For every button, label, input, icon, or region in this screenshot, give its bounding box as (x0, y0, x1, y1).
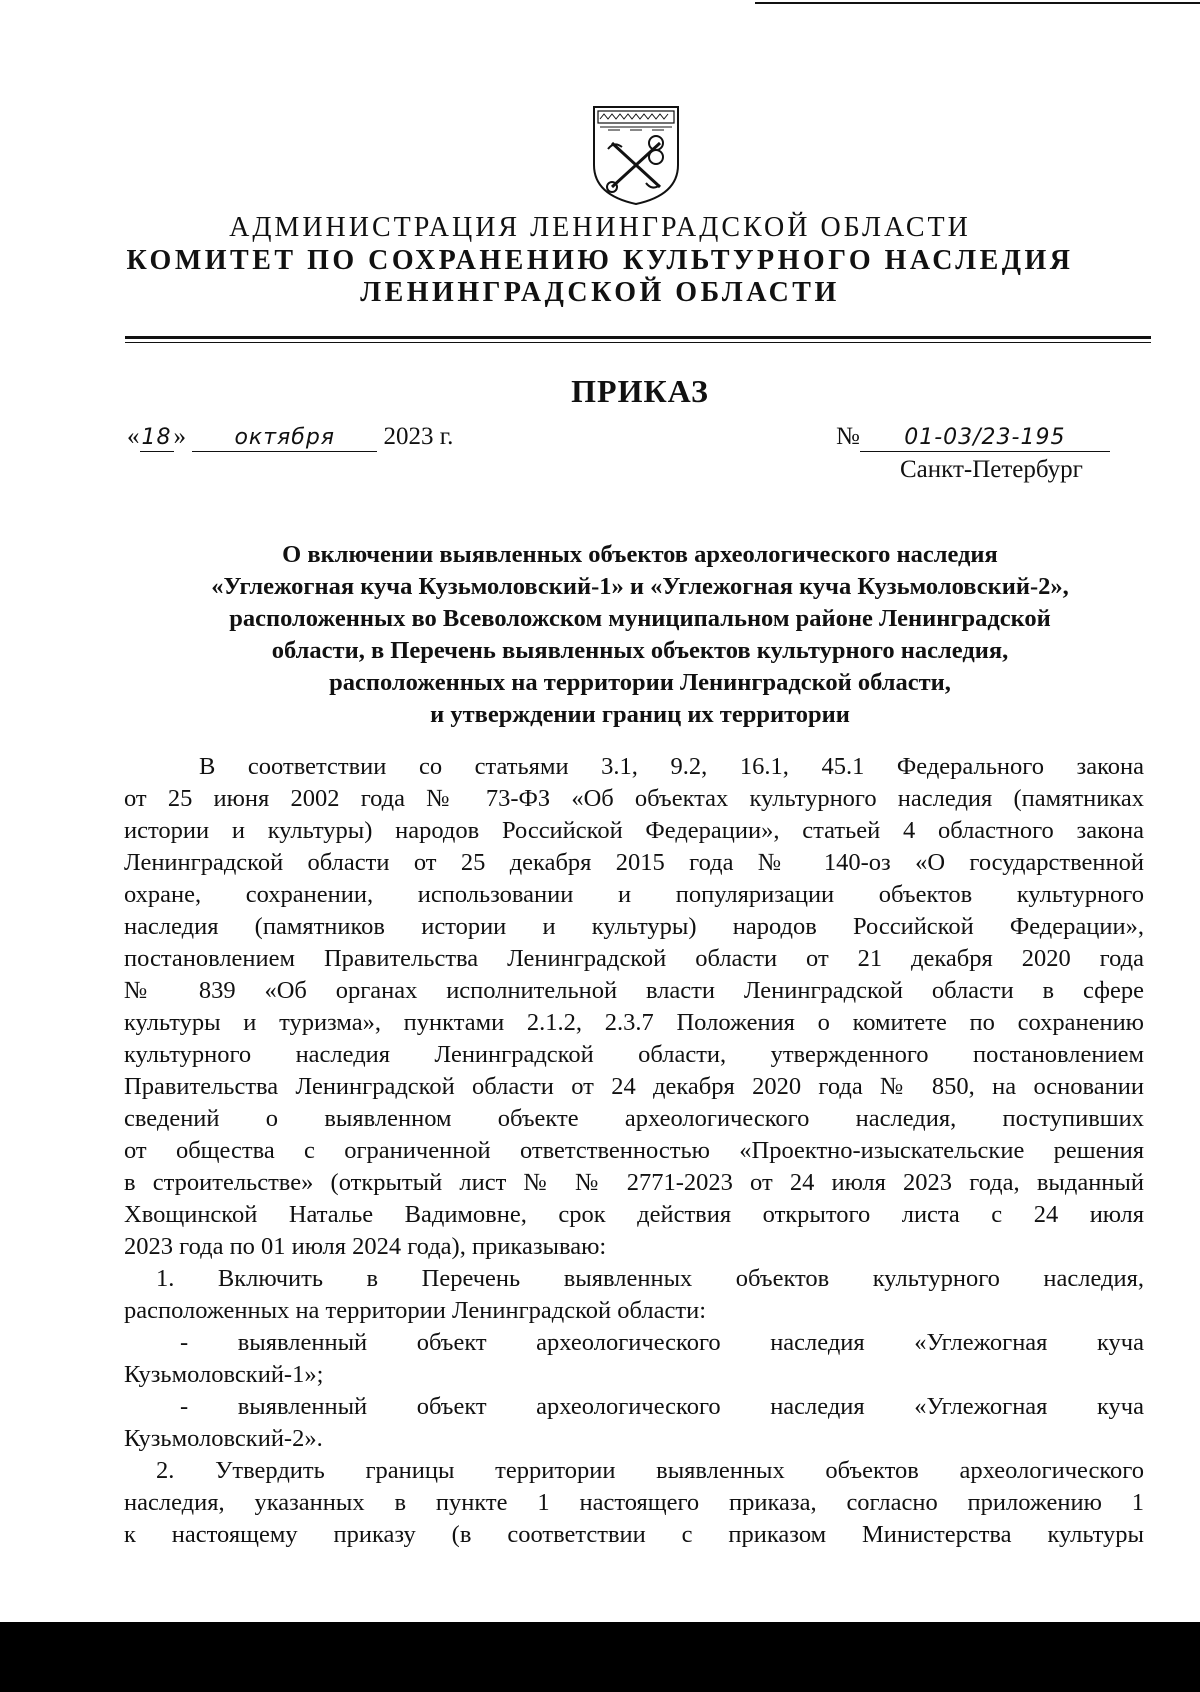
number-prefix: № (836, 423, 860, 450)
order-body (124, 751, 1144, 1551)
body-line: расположенных на территории Ленинградской области: (124, 1297, 706, 1324)
body-line: истории и культуры) народов Российской Федерации», статьей 4 областного закона (124, 817, 1144, 844)
body-line: культурного наследия Ленинградской области, утвержденного постановлением (124, 1041, 1144, 1068)
body-line: в строительстве» (открытый лист № № 2771-2023 от 24 июля 2023 года, выданный (124, 1169, 1144, 1196)
date-month: октября (192, 425, 377, 452)
body-line: культуры и туризма», пунктами 2.1.2, 2.3.7 Положения о комитете по сохранению (124, 1009, 1144, 1036)
body-line: В соответствии со статьями 3.1, 9.2, 16.1, 45.1 Федерального закона (199, 753, 1144, 780)
body-line: № 839 «Об органах исполнительной власти Ленинградской области в сфере (124, 977, 1144, 1004)
scan-bottom-border (0, 1622, 1200, 1692)
body-line: Кузьмоловский-1»; (124, 1361, 324, 1388)
subject-line: расположенных на территории Ленинградской области, (329, 669, 951, 696)
body-line: наследия (памятников истории и культуры) народов Российской Федерации», (124, 913, 1144, 940)
body-line: сведений о выявленном объекте археологического наследия, поступивших (124, 1105, 1144, 1132)
subject-line: расположенных во Всеволожском муниципальном районе Ленинградской (229, 605, 1051, 632)
coat-of-arms-emblem-icon (590, 103, 682, 207)
scan-edge-line (755, 2, 1200, 4)
date-open-quote: « (127, 423, 140, 450)
body-line: к настоящему приказу (в соответствии с приказом Министерства культуры (124, 1521, 1144, 1548)
body-line: от 25 июня 2002 года № 73-ФЗ «Об объектах культурного наследия (памятниках (124, 785, 1144, 812)
subject-line: «Углежогная куча Кузьмоловский-1» и «Углежогная куча Кузьмоловский-2», (211, 573, 1069, 600)
body-line: постановлением Правительства Ленинградской области от 21 декабря 2020 года (124, 945, 1144, 972)
body-line: - выявленный объект археологического наследия «Углежогная куча (180, 1329, 1144, 1356)
body-line: 2023 года по 01 июля 2024 года), приказываю: (124, 1233, 607, 1260)
administration-heading: АДМИНИСТРАЦИЯ ЛЕНИНГРАДСКОЙ ОБЛАСТИ (229, 212, 971, 243)
body-line: наследия, указанных в пункте 1 настоящего приказа, согласно приложению 1 (124, 1489, 1144, 1516)
city: Санкт-Петербург (900, 456, 1083, 483)
committee-heading: КОМИТЕТ ПО СОХРАНЕНИЮ КУЛЬТУРНОГО НАСЛЕДИЯ (126, 245, 1074, 276)
order-date (127, 423, 453, 452)
subject-line: и утверждении границ их территории (430, 701, 850, 728)
body-line: Ленинградской области от 25 декабря 2015 года № 140-оз «О государственной (124, 849, 1144, 876)
number-value: 01-03/23-195 (860, 425, 1110, 452)
body-line: Хвощинской Наталье Вадимовне, срок действия открытого листа с 24 июля (124, 1201, 1144, 1228)
body-line: 2. Утвердить границы территории выявленных объектов археологического (156, 1457, 1144, 1484)
body-line: Кузьмоловский-2». (124, 1425, 323, 1452)
region-heading: ЛЕНИНГРАДСКОЙ ОБЛАСТИ (360, 277, 840, 308)
header-rule-thick (125, 336, 1151, 339)
body-line: от общества с ограниченной ответственностью «Проектно-изыскательские решения (124, 1137, 1144, 1164)
order-number (836, 423, 1110, 452)
document-title: ПРИКАЗ (571, 373, 709, 409)
date-close-quote: » (173, 423, 186, 450)
body-line: 1. Включить в Перечень выявленных объектов культурного наследия, (156, 1265, 1144, 1292)
body-line: Правительства Ленинградской области от 24 декабря 2020 года № 850, на основании (124, 1073, 1144, 1100)
order-subject (120, 539, 1160, 731)
body-line: охране, сохранении, использовании и популяризации объектов культурного (124, 881, 1144, 908)
body-line: - выявленный объект археологического наследия «Углежогная куча (180, 1393, 1144, 1420)
subject-line: области, в Перечень выявленных объектов культурного наследия, (271, 637, 1009, 664)
subject-line: О включении выявленных объектов археологического наследия (282, 541, 998, 568)
date-day: 18 (141, 425, 172, 450)
date-year: 2023 г. (383, 423, 454, 450)
header-rule-thin (125, 342, 1151, 343)
